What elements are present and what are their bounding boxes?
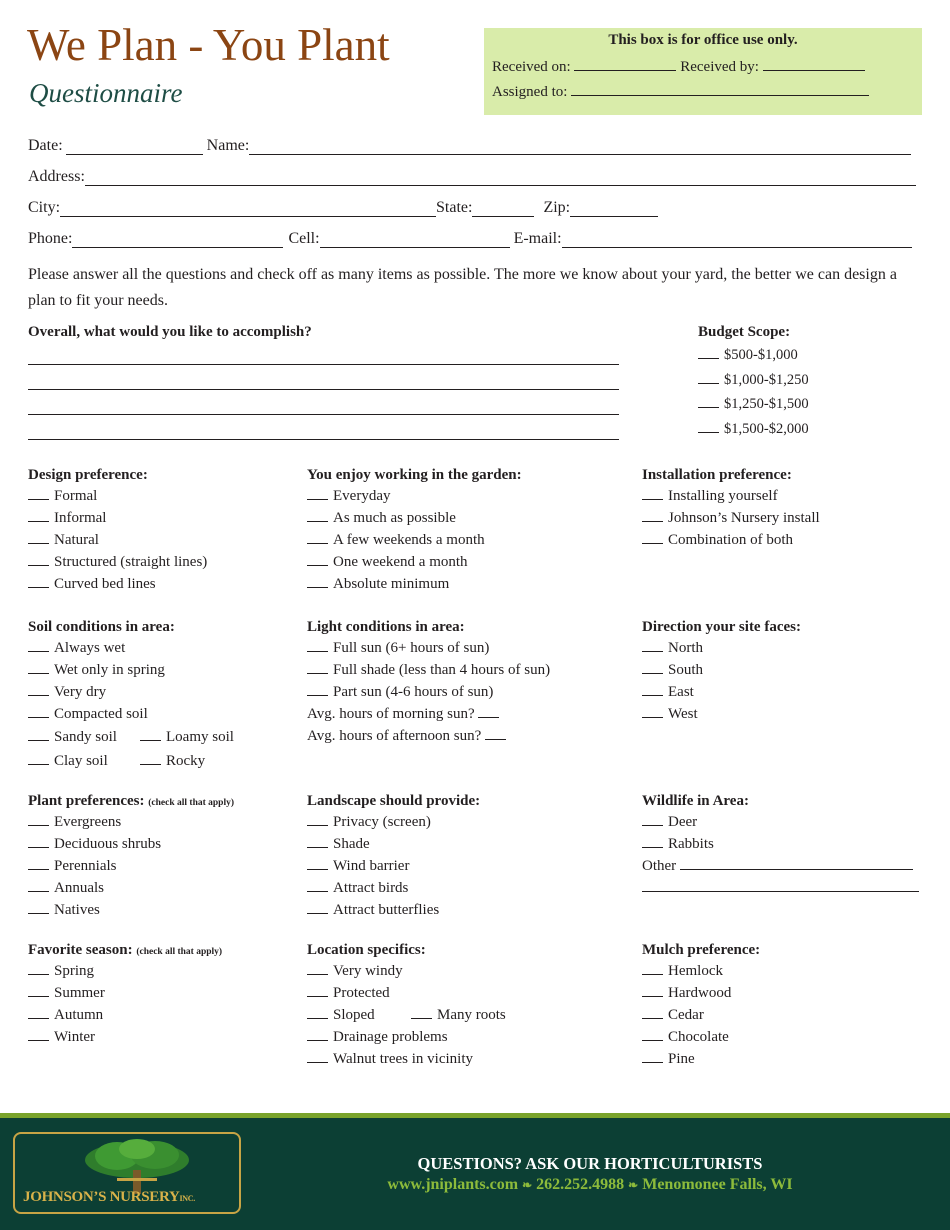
checklist-item[interactable]: [28, 573, 207, 595]
budget-heading: Budget Scope:: [698, 324, 791, 340]
footer: [0, 1118, 950, 1230]
check-blank[interactable]: [307, 857, 328, 870]
checklist-item[interactable]: [28, 855, 234, 877]
website-link[interactable]: www.jniplants.com: [387, 1176, 519, 1193]
afternoon-sun-blank[interactable]: [485, 727, 506, 740]
leaf-icon: ❧: [522, 1178, 533, 1192]
checklist-item[interactable]: [307, 982, 506, 1004]
checklist-item[interactable]: [698, 417, 809, 442]
checklist-item[interactable]: [307, 573, 522, 595]
checklist-item[interactable]: [28, 1004, 222, 1026]
received-by-field[interactable]: [763, 69, 865, 71]
checklist-item[interactable]: [307, 960, 506, 982]
accomplish-line[interactable]: [28, 364, 619, 365]
wildlife-heading: Wildlife in Area:: [642, 793, 749, 809]
check-blank[interactable]: [307, 1028, 328, 1041]
plants-heading-text: Plant preferences:: [28, 793, 145, 809]
office-box-heading: This box is for office use only.: [608, 32, 798, 48]
item-label: Wind barrier: [333, 858, 410, 874]
item-label: Sandy soil: [54, 729, 117, 745]
received-on-field[interactable]: [574, 69, 676, 71]
check-blank[interactable]: [28, 509, 49, 522]
check-blank[interactable]: [28, 531, 49, 544]
check-blank[interactable]: [642, 509, 663, 522]
city-label: City:: [28, 199, 61, 216]
logo-wordmark: [23, 1189, 195, 1206]
row-city-state-zip: [28, 199, 658, 217]
season-heading-text: Favorite season:: [28, 942, 133, 958]
check-blank[interactable]: [28, 962, 49, 975]
item-label: West: [668, 706, 698, 722]
name-label: Name:: [206, 137, 250, 154]
check-blank[interactable]: [698, 371, 719, 384]
check-blank[interactable]: [307, 553, 328, 566]
check-blank[interactable]: [28, 813, 49, 826]
working-heading: You enjoy working in the garden:: [307, 467, 522, 483]
item-label: Natives: [54, 902, 100, 918]
item-label: $1,500-$2,000: [724, 420, 809, 437]
checklist-item[interactable]: [28, 659, 234, 681]
item-label: Attract butterflies: [333, 902, 440, 918]
checklist-item[interactable]: [642, 1004, 760, 1026]
page-title: We Plan - You Plant: [27, 20, 390, 70]
season-note: (check all that apply): [136, 947, 223, 957]
check-blank[interactable]: [28, 857, 49, 870]
wildlife-other-field-2[interactable]: [642, 879, 919, 892]
checklist-item[interactable]: [307, 811, 480, 833]
mulch-section: [642, 942, 760, 1070]
item-label: Curved bed lines: [54, 576, 156, 592]
item-label: Other: [642, 858, 677, 874]
address-field[interactable]: [85, 171, 916, 186]
check-blank[interactable]: [28, 639, 49, 652]
checklist-item[interactable]: [28, 960, 222, 982]
installation-section: [642, 467, 820, 551]
item-label: Many roots: [437, 1007, 506, 1023]
checklist-item[interactable]: [28, 551, 207, 573]
check-blank[interactable]: [307, 984, 328, 997]
plants-section: [28, 793, 234, 921]
item-label: Installing yourself: [668, 488, 778, 504]
checklist-item[interactable]: [28, 637, 234, 659]
check-blank[interactable]: [307, 879, 328, 892]
accomplish-line[interactable]: [28, 414, 619, 415]
item-label: Walnut trees in vicinity: [333, 1051, 474, 1067]
item-label: North: [668, 640, 703, 656]
item-label: Shade: [333, 836, 370, 852]
check-blank[interactable]: [307, 531, 328, 544]
budget-section: [698, 324, 809, 441]
item-label: $500-$1,000: [724, 347, 798, 363]
received-on-label: Received on:: [492, 59, 571, 75]
check-blank[interactable]: [411, 1006, 432, 1019]
wildlife-other-line2: [642, 877, 919, 899]
item-label: Sloped: [333, 1007, 375, 1023]
item-label: Very windy: [333, 963, 403, 979]
check-blank[interactable]: [307, 813, 328, 826]
check-blank[interactable]: [642, 1006, 663, 1019]
logo-suffix: INC.: [179, 1194, 195, 1203]
check-blank[interactable]: [28, 752, 49, 765]
check-blank[interactable]: [307, 639, 328, 652]
checklist-item[interactable]: [698, 392, 809, 417]
checklist-item[interactable]: [698, 343, 809, 368]
checklist-item[interactable]: [307, 1004, 506, 1026]
item-label: Summer: [54, 985, 105, 1001]
check-blank[interactable]: [28, 901, 49, 914]
item-label: East: [668, 684, 694, 700]
checklist-item[interactable]: [307, 529, 522, 551]
item-label: Winter: [54, 1029, 96, 1045]
working-section: [307, 467, 522, 595]
direction-section: [642, 619, 801, 725]
check-blank[interactable]: [307, 661, 328, 674]
state-label: State:: [436, 199, 473, 216]
checklist-item[interactable]: [307, 551, 522, 573]
check-blank[interactable]: [140, 752, 161, 765]
zip-label: Zip:: [543, 199, 571, 216]
item-label: Protected: [333, 985, 390, 1001]
nursery-logo: [13, 1132, 241, 1214]
name-field[interactable]: [249, 140, 911, 155]
item-label: Combination of both: [668, 532, 793, 548]
item-label: Clay soil: [54, 753, 108, 769]
check-blank[interactable]: [642, 639, 663, 652]
check-blank[interactable]: [642, 531, 663, 544]
checklist-item[interactable]: [642, 833, 919, 855]
item-label: Structured (straight lines): [54, 554, 208, 570]
date-label: Date:: [28, 137, 63, 154]
item-label: Compacted soil: [54, 706, 148, 722]
installation-heading: Installation preference:: [642, 467, 792, 483]
check-blank[interactable]: [307, 901, 328, 914]
checklist-item[interactable]: [28, 703, 234, 725]
checklist-item[interactable]: [642, 485, 820, 507]
checklist-item[interactable]: [642, 637, 801, 659]
office-use-box: [484, 28, 922, 115]
location-heading: Location specifics:: [307, 942, 426, 958]
item-label: Natural: [54, 532, 99, 548]
assigned-to-label: Assigned to:: [492, 84, 568, 100]
item-label: One weekend a month: [333, 554, 468, 570]
mulch-heading: Mulch preference:: [642, 942, 761, 958]
checklist-item[interactable]: [307, 681, 550, 703]
checklist-item[interactable]: [307, 855, 480, 877]
cell-label: Cell:: [288, 230, 320, 247]
check-blank[interactable]: [307, 835, 328, 848]
check-blank[interactable]: [698, 395, 719, 408]
item-label: Deer: [668, 814, 698, 830]
item-label: Cedar: [668, 1007, 704, 1023]
intro-paragraph: Please answer all the questions and check off as many items as possible. The more we know about your yard, the better we can design a plan to fit your needs.: [28, 266, 897, 309]
check-blank[interactable]: [307, 962, 328, 975]
landscape-heading: Landscape should provide:: [307, 793, 481, 809]
soil-section: [28, 619, 234, 773]
wildlife-section: [642, 793, 919, 899]
checklist-item[interactable]: [698, 368, 809, 393]
checklist-item[interactable]: [642, 659, 801, 681]
phone-field[interactable]: [72, 233, 283, 248]
date-field[interactable]: [66, 140, 203, 155]
tree-icon: [77, 1136, 197, 1194]
checklist-item[interactable]: [28, 681, 234, 703]
leaf-icon: ❧: [628, 1178, 639, 1192]
check-blank[interactable]: [307, 575, 328, 588]
checklist-item[interactable]: [642, 529, 820, 551]
item-label: Attract birds: [333, 880, 409, 896]
item-label: Absolute minimum: [333, 576, 450, 592]
item-label: Annuals: [54, 880, 104, 896]
checklist-item[interactable]: [28, 749, 234, 773]
checklist-item[interactable]: [28, 1026, 222, 1048]
city-field[interactable]: [60, 202, 436, 217]
checklist-item[interactable]: [642, 507, 820, 529]
checklist-item[interactable]: [28, 507, 207, 529]
row-phone-cell-email: [28, 230, 912, 248]
row-date-name: [28, 137, 911, 155]
check-blank[interactable]: [28, 879, 49, 892]
checklist-item[interactable]: [28, 982, 222, 1004]
checklist-item[interactable]: [642, 703, 801, 725]
item-label: Wet only in spring: [54, 662, 165, 678]
check-blank[interactable]: [28, 705, 49, 718]
wildlife-other-field[interactable]: [680, 857, 913, 870]
plants-heading: [28, 793, 234, 810]
wildlife-other: [642, 855, 919, 877]
checklist-item[interactable]: [28, 529, 207, 551]
checklist-item[interactable]: [642, 1048, 760, 1070]
item-label: Hemlock: [668, 963, 723, 979]
checklist-item[interactable]: [28, 811, 234, 833]
check-blank[interactable]: [642, 1028, 663, 1041]
email-label: E-mail:: [513, 230, 562, 247]
check-blank[interactable]: [307, 1050, 328, 1063]
check-blank[interactable]: [307, 1006, 328, 1019]
location-section: [307, 942, 506, 1070]
checklist-item[interactable]: [642, 960, 760, 982]
item-label: Pine: [668, 1051, 695, 1067]
checklist-item[interactable]: [307, 659, 550, 681]
item-label: Informal: [54, 510, 107, 526]
item-label: $1,250-$1,500: [724, 396, 809, 412]
checklist-item[interactable]: [28, 877, 234, 899]
design-section: [28, 467, 207, 595]
phone-label: Phone:: [28, 230, 73, 247]
item-label: Deciduous shrubs: [54, 836, 162, 852]
landscape-section: [307, 793, 480, 921]
check-blank[interactable]: [698, 420, 719, 433]
checklist-item[interactable]: [642, 681, 801, 703]
page-subtitle: Questionnaire: [29, 78, 183, 108]
item-label: Rabbits: [668, 836, 714, 852]
item-label: Rocky: [166, 753, 206, 769]
accomplish-section: [28, 324, 312, 342]
item-label: Drainage problems: [333, 1029, 448, 1045]
check-blank[interactable]: [642, 813, 663, 826]
item-label: Everyday: [333, 488, 391, 504]
item-label: Hardwood: [668, 985, 732, 1001]
check-blank[interactable]: [698, 346, 719, 359]
light-heading: Light conditions in area:: [307, 619, 465, 635]
item-label: Evergreens: [54, 814, 122, 830]
check-blank[interactable]: [642, 984, 663, 997]
checklist-item[interactable]: [307, 637, 550, 659]
item-label: Perennials: [54, 858, 117, 874]
check-blank[interactable]: [307, 487, 328, 500]
received-by-label: Received by:: [680, 59, 759, 75]
phone-number: 262.252.4988: [536, 1176, 625, 1193]
logo-text: JOHNSON’S NURSERY: [23, 1189, 180, 1205]
check-blank[interactable]: [642, 1050, 663, 1063]
check-blank[interactable]: [28, 1006, 49, 1019]
check-blank[interactable]: [307, 683, 328, 696]
check-blank[interactable]: [28, 835, 49, 848]
item-label: Full sun (6+ hours of sun): [333, 640, 490, 656]
checklist-item[interactable]: [307, 833, 480, 855]
item-label: Very dry: [54, 684, 107, 700]
check-blank[interactable]: [642, 835, 663, 848]
checklist-item[interactable]: [642, 982, 760, 1004]
check-blank[interactable]: [642, 487, 663, 500]
checklist-item[interactable]: [307, 1048, 506, 1070]
check-blank[interactable]: [28, 661, 49, 674]
checklist-item[interactable]: [307, 899, 480, 921]
check-blank[interactable]: [140, 728, 161, 741]
item-label: $1,000-$1,250: [724, 371, 809, 388]
check-blank[interactable]: [28, 553, 49, 566]
checklist-item[interactable]: [642, 811, 919, 833]
check-blank[interactable]: [28, 728, 49, 741]
item-label: Part sun (4-6 hours of sun): [333, 684, 494, 700]
check-blank[interactable]: [642, 962, 663, 975]
checklist-item[interactable]: [307, 485, 522, 507]
footer-tagline: QUESTIONS? ASK OUR HORTICULTURISTS: [417, 1154, 763, 1173]
design-heading: Design preference:: [28, 467, 148, 483]
assigned-to-field[interactable]: [571, 94, 869, 96]
address-label: Address:: [28, 168, 85, 185]
item-label: Spring: [54, 963, 95, 979]
check-blank[interactable]: [642, 683, 663, 696]
accomplish-line[interactable]: [28, 389, 619, 390]
direction-heading: Direction your site faces:: [642, 619, 801, 635]
plants-note: (check all that apply): [148, 798, 235, 808]
item-label: Always wet: [54, 640, 126, 656]
checklist-item[interactable]: [307, 1026, 506, 1048]
check-blank[interactable]: [28, 984, 49, 997]
item-label: Avg. hours of afternoon sun?: [307, 728, 482, 744]
accomplish-heading: Overall, what would you like to accomplish?: [28, 324, 312, 340]
check-blank[interactable]: [642, 705, 663, 718]
light-section: [307, 619, 550, 747]
item-label: As much as possible: [333, 510, 456, 526]
item-label: Full shade (less than 4 hours of sun): [333, 662, 551, 678]
season-heading: [28, 942, 222, 959]
item-label: Johnson’s Nursery install: [668, 510, 820, 526]
check-blank[interactable]: [307, 509, 328, 522]
checklist-item[interactable]: [642, 1026, 760, 1048]
season-section: [28, 942, 222, 1048]
email-field[interactable]: [562, 233, 912, 248]
state-field[interactable]: [472, 202, 534, 217]
morning-sun-question: [307, 703, 550, 725]
check-blank[interactable]: [28, 683, 49, 696]
item-label: Autumn: [54, 1007, 104, 1023]
item-label: Privacy (screen): [333, 814, 431, 830]
cell-field[interactable]: [320, 233, 510, 248]
checklist-item[interactable]: [307, 877, 480, 899]
morning-sun-blank[interactable]: [478, 705, 499, 718]
afternoon-sun-question: [307, 725, 550, 747]
checklist-item[interactable]: [307, 507, 522, 529]
checklist-item[interactable]: [28, 899, 234, 921]
row-address: [28, 168, 916, 186]
item-label: South: [668, 662, 704, 678]
item-label: Avg. hours of morning sun?: [307, 706, 475, 722]
accomplish-line[interactable]: [28, 439, 619, 440]
zip-field[interactable]: [570, 202, 658, 217]
check-blank[interactable]: [28, 575, 49, 588]
check-blank[interactable]: [28, 487, 49, 500]
item-label: Chocolate: [668, 1029, 729, 1045]
item-label: Formal: [54, 488, 98, 504]
checklist-item[interactable]: [28, 725, 234, 749]
checklist-item[interactable]: [28, 485, 207, 507]
check-blank[interactable]: [642, 661, 663, 674]
soil-heading: Soil conditions in area:: [28, 619, 175, 635]
footer-contact: [330, 1176, 850, 1194]
location-text: Menomonee Falls, WI: [642, 1176, 793, 1193]
item-label: A few weekends a month: [333, 532, 485, 548]
checklist-item[interactable]: [28, 833, 234, 855]
check-blank[interactable]: [28, 1028, 49, 1041]
item-label: Loamy soil: [166, 729, 234, 745]
